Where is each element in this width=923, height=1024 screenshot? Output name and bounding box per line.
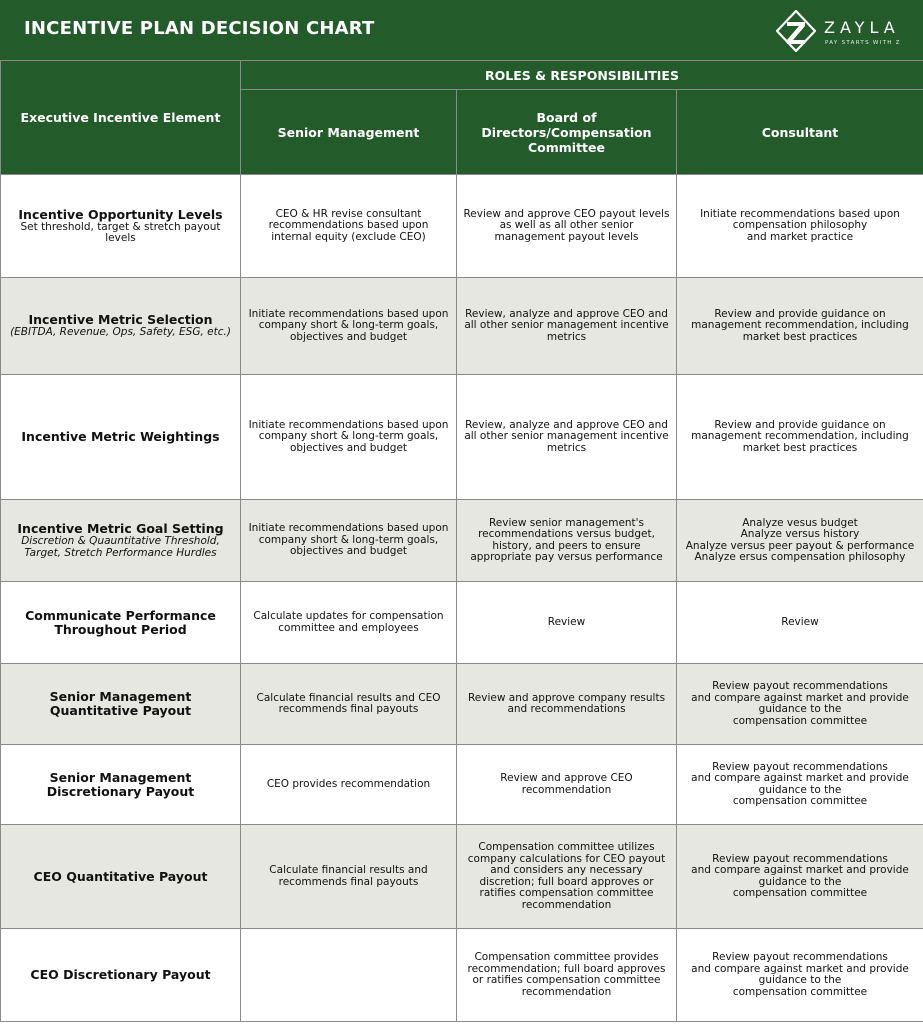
- board-cell: Review, analyze and approve CEO and all other senior management incentive metrics: [457, 278, 677, 375]
- board-cell: Review and approve company results and recommendations: [457, 664, 677, 745]
- brand-logo: [776, 10, 916, 52]
- element-cell: [1, 175, 241, 278]
- senior-management-cell: Initiate recommendations based upon company short & long-term goals, objectives and budget: [241, 278, 457, 375]
- consultant-cell: Review payout recommendations and compare against market and provide guidance to the compensation committee: [677, 929, 923, 1022]
- table-body: [1, 175, 923, 1022]
- board-cell: Review: [457, 582, 677, 664]
- table-row: [1, 825, 923, 929]
- senior-management-cell: Calculate financial results and recommends final payouts: [241, 825, 457, 929]
- senior-management-cell: Initiate recommendations based upon company short & long-term goals, objectives and budget: [241, 375, 457, 500]
- element-name: Senior Management Discretionary Payout: [46, 769, 195, 799]
- board-cell: Review and approve CEO payout levels as well as all other senior management payout levels: [457, 175, 677, 278]
- element-name: Communicate Performance Throughout Period: [25, 607, 216, 637]
- element-name: Incentive Metric Selection: [28, 312, 213, 328]
- table-row: [1, 500, 923, 582]
- board-cell: Review and approve CEO recommendation: [457, 745, 677, 825]
- senior-management-cell: Initiate recommendations based upon company short & long-term goals, objectives and budget: [241, 500, 457, 582]
- senior-management-cell: Calculate financial results and CEO recommends final payouts: [241, 664, 457, 745]
- element-cell: [1, 664, 241, 745]
- element-cell: [1, 745, 241, 825]
- element-name: Senior Management Quantitative Payout: [49, 689, 192, 718]
- senior-management-cell: Calculate updates for compensation committee and employees: [241, 582, 457, 664]
- table-row: [1, 664, 923, 745]
- table-row: [1, 745, 923, 825]
- table-row: [1, 175, 923, 278]
- decision-table: [0, 60, 923, 1022]
- page-title: INCENTIVE PLAN DECISION CHART: [24, 18, 375, 39]
- column-header-consultant: Consultant: [677, 90, 923, 175]
- table-row: [1, 582, 923, 664]
- zayla-logo-icon: [776, 10, 816, 52]
- element-cell: [1, 582, 241, 664]
- consultant-cell: Review payout recommendations and compare against market and provide guidance to the compensation committee: [677, 664, 923, 745]
- table-row: [1, 375, 923, 500]
- consultant-cell: Review payout recommendations and compare against market and provide guidance to the compensation committee: [677, 745, 923, 825]
- element-note: (EBITDA, Revenue, Ops, Safety, ESG, etc.): [10, 326, 231, 339]
- consultant-cell: Review: [677, 582, 923, 664]
- board-cell: Review, analyze and approve CEO and all other senior management incentive metrics: [457, 375, 677, 500]
- element-name: CEO Quantitative Payout: [33, 868, 208, 884]
- column-header-board: Board of Directors/Compensation Committee: [457, 90, 677, 175]
- consultant-cell: Review and provide guidance on management recommendation, including market best practices: [677, 278, 923, 375]
- column-header-senior-management: Senior Management: [241, 90, 457, 175]
- element-name: Incentive Opportunity Levels: [18, 206, 223, 222]
- element-name: Incentive Metric Goal Setting: [17, 521, 224, 536]
- column-header-element: Executive Incentive Element: [1, 61, 241, 175]
- consultant-cell: Review and provide guidance on management recommendation, including market best practices: [677, 375, 923, 500]
- senior-management-cell: CEO provides recommendation: [241, 745, 457, 825]
- senior-management-cell: CEO & HR revise consultant recommendations based upon internal equity (exclude CEO): [241, 175, 457, 278]
- board-cell: Compensation committee utilizes company calculations for CEO payout and considers any necessary discretion; full board approves or ratifies compensation committee recommendation: [457, 825, 677, 929]
- table-row: [1, 278, 923, 375]
- consultant-cell: Review payout recommendations and compare against market and provide guidance to the compensation committee: [677, 825, 923, 929]
- element-cell: [1, 929, 241, 1022]
- element-cell: [1, 375, 241, 500]
- board-cell: Review senior management's recommendations versus budget, history, and peers to ensure appropriate pay versus performance: [457, 500, 677, 582]
- logo-name: ZAYLA: [824, 18, 900, 37]
- consultant-cell: Analyze vesus budget Analyze versus history Analyze versus peer payout & performance Analyze ersus compensation philosophy: [677, 500, 923, 582]
- element-name: Incentive Metric Weightings: [21, 429, 220, 444]
- element-cell: [1, 825, 241, 929]
- element-note: Set threshold, target & stretch payout levels: [20, 220, 221, 244]
- element-cell: [1, 500, 241, 582]
- consultant-cell: Initiate recommendations based upon compensation philosophy and market practice: [677, 175, 923, 278]
- board-cell: Compensation committee provides recommendation; full board approves or ratifies compensation committee recommendation: [457, 929, 677, 1022]
- element-name: CEO Discretionary Payout: [30, 967, 211, 982]
- element-note: Discretion & Quauntitative Threshold, Target, Stretch Performance Hurdles: [21, 535, 220, 559]
- element-cell: [1, 278, 241, 375]
- senior-management-cell: [241, 929, 457, 1022]
- logo-tagline: PAY STARTS WITH Z: [825, 40, 901, 46]
- roles-group-header: ROLES & RESPONSIBILITIES: [241, 61, 923, 90]
- table-row: [1, 929, 923, 1022]
- header-bar: [0, 0, 923, 60]
